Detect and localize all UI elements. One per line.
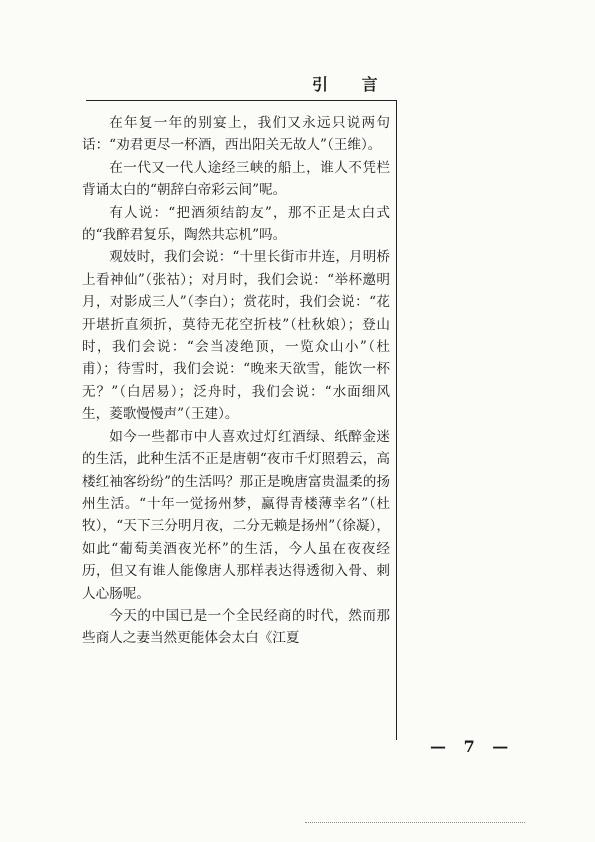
footer-rule xyxy=(305,822,525,823)
page-header-title: 引 言 xyxy=(312,75,392,94)
page-number: — 7 — xyxy=(430,737,515,756)
paragraph-5: 如今一些都市中人喜欢过灯红酒绿、纸醉金迷的生活，此种生活不正是唐朝“夜市千灯照碧云，高楼红袖客纷纷”的生活吗？那正是晚唐富贵温柔的扬州生活。“十年一觉扬州梦，赢得青楼薄幸名”（杜牧），“天下三分明月夜，二分无赖是扬州”（徐凝），如此“葡萄美酒夜光杯”的生活，今人虽在夜夜经历，但又有谁人能像唐人那样表达得透彻入骨、刺人心肠呢。 xyxy=(82,428,390,602)
paragraph-6: 今天的中国已是一个全民经商的时代，然而那些商人之妻当然更能体会太白《江夏 xyxy=(82,607,390,647)
paragraph-3: 有人说：“把酒须结韵友”，那不正是太白式的“我醉君复乐，陶然共忘机”吗。 xyxy=(82,204,390,244)
header-rule xyxy=(86,100,396,101)
body-text xyxy=(82,112,390,650)
paragraph-1: 在年复一年的别宴上，我们又永远只说两句话：“劝君更尽一杯酒，西出阳关无故人”（王维）。 xyxy=(82,115,390,154)
paragraph-4: 观妓时，我们会说：“十里长街市井连，月明桥上看神仙”（张祜）；对月时，我们会说：“举杯邀明月，对影成三人”（李白）；赏花时，我们会说：“花开堪折直须折，莫待无花空折枝”（杜秋娘）；登山时，我们会说：“会当凌绝顶，一览众山小”（杜甫）；待雪时，我们会说：“晚来天欲雪，能饮一杯无？”（白居易）；泛舟时，我们会说：“水面细风生，菱歌慢慢声”（王建）。 xyxy=(82,249,390,423)
paragraph-2: 在一代又一代人途经三峡的船上，谁人不凭栏背诵太白的“朝辞白帝彩云间”呢。 xyxy=(82,159,390,199)
margin-rule xyxy=(396,100,397,740)
